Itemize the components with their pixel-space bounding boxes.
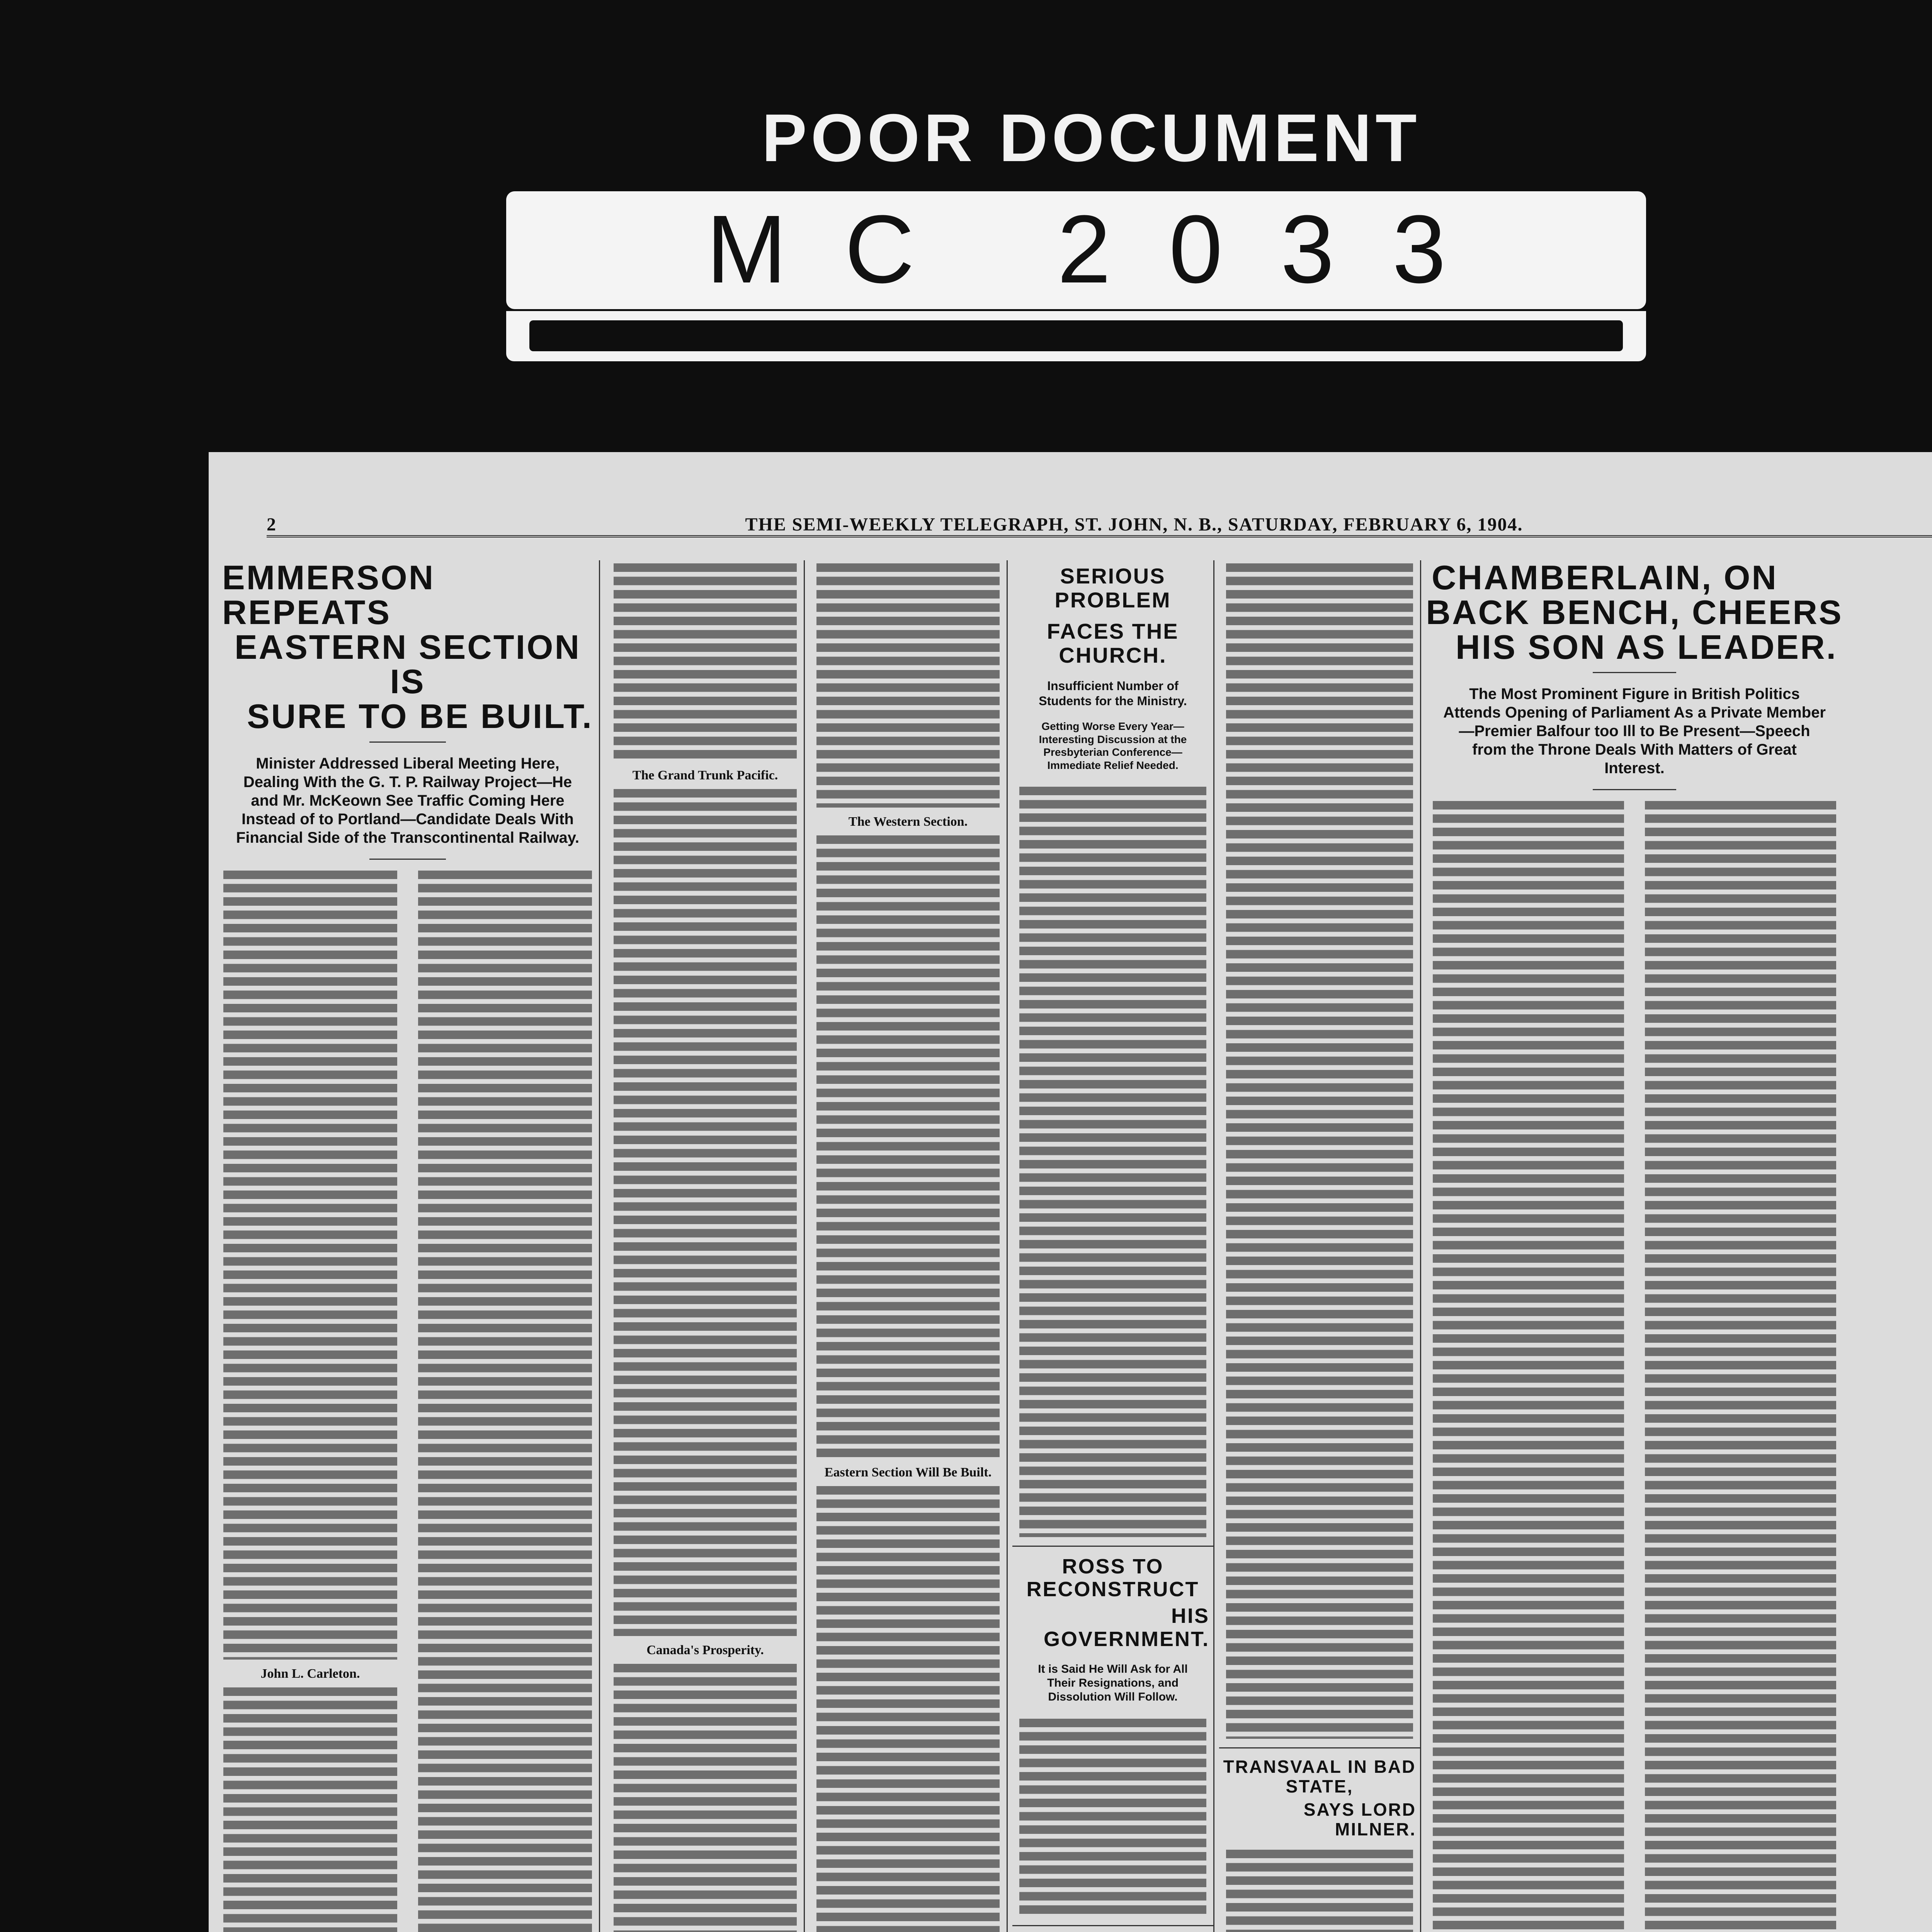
newspaper-page — [209, 452, 1932, 1932]
emmerson-body-columns — [216, 867, 599, 1932]
chamberlain-body-columns — [1426, 798, 1843, 1932]
serious-problem-body-text — [1019, 784, 1206, 1537]
emmerson-body-col-b — [411, 867, 599, 1932]
chamberlain-headline-line-2: BACK BENCH, CHEERS — [1426, 593, 1843, 631]
chamberlain-body-text — [1433, 798, 1624, 1932]
ross-deck: It is Said He Will Ask for All Their Resignations, and Dissolution Will Follow. — [1038, 1663, 1188, 1704]
chamberlain-headline-line-1: CHAMBERLAIN, ON — [1432, 560, 1778, 597]
poor-document-label: POOR DOCUMENT — [762, 100, 1421, 176]
ross-body-text — [1019, 1716, 1206, 1917]
chamberlain-headline-line-3: HIS SON AS LEADER. — [1456, 628, 1837, 666]
western-subhead-western: The Western Section. — [848, 815, 968, 829]
newspaper-title: THE SEMI-WEEKLY TELEGRAPH, ST. JOHN, N. B., SATURDAY, FEBRUARY 6, 1904. — [745, 514, 1523, 535]
column-2 — [607, 560, 805, 1932]
chamberlain-body-text — [1645, 798, 1836, 1932]
emmerson-deck: Minister Addressed Liberal Meeting Here, Dealing With the G. T. P. Railway Project—He and Mr. McKeown See Traffic Coming Here Instead of to Portland—Candidate Deals With Financial Side of the Transcontinental Railway. — [236, 755, 580, 846]
separator — [1012, 1546, 1213, 1547]
column-5 — [1219, 560, 1421, 1932]
emmerson-body-text — [223, 867, 397, 1660]
western-body-text — [816, 832, 1000, 1458]
separator — [369, 742, 446, 743]
serious-problem-headline — [1012, 564, 1213, 667]
transvaal-headline-line-1: TRANSVAAL IN BAD STATE, — [1223, 1757, 1416, 1796]
emmerson-body-text — [418, 867, 592, 1932]
reel-strip — [506, 311, 1646, 361]
column-3 — [810, 560, 1008, 1932]
gtp-body-text — [614, 1661, 797, 1932]
reel-label-bar — [506, 191, 1646, 309]
western-body-text — [816, 560, 1000, 808]
reel-label: MC 2033 — [706, 195, 1504, 303]
emmerson-subhead-carleton: John L. Carleton. — [260, 1666, 360, 1681]
western-subhead-eastern: Eastern Section Will Be Built. — [824, 1465, 992, 1480]
column-6-7 — [1426, 560, 1843, 1932]
separator — [1219, 1747, 1420, 1748]
chamberlain-headline — [1426, 560, 1843, 664]
transvaal-body-text — [1226, 1847, 1413, 1932]
emmerson-headline-line-2: EASTERN SECTION IS — [234, 628, 581, 701]
column-5-body-text — [1226, 560, 1413, 1739]
separator — [1012, 1925, 1213, 1926]
emmerson-headline-line-3: SURE TO BE BUILT. — [247, 697, 593, 735]
page-number: 2 — [267, 514, 276, 535]
gtp-body-text — [614, 786, 797, 1636]
ross-headline-line-2: HIS GOVERNMENT. — [1043, 1604, 1209, 1651]
masthead — [267, 512, 1932, 537]
gtp-subhead-prosperity: Canada's Prosperity. — [646, 1643, 764, 1657]
serious-problem-headline-line-2: FACES THE CHURCH. — [1047, 619, 1179, 667]
column-1 — [216, 560, 600, 1932]
gtp-body-text — [614, 560, 797, 761]
separator — [1593, 789, 1676, 790]
separator — [1593, 672, 1676, 673]
serious-problem-deck-2: Getting Worse Every Year—Interesting Discussion at the Presbyterian Conference—Immediate Relief Needed. — [1039, 720, 1187, 771]
column-4 — [1012, 560, 1214, 1932]
transvaal-headline-line-2: SAYS LORD MILNER. — [1303, 1799, 1416, 1839]
chamberlain-deck: The Most Prominent Figure in British Politics Attends Opening of Parliament As a Private Member—Premier Balfour too Ill to Be Present—Speech from the Throne Deals With Matters of Great Interest. — [1443, 685, 1826, 777]
gtp-subhead-grand-trunk: The Grand Trunk Pacific. — [632, 768, 778, 782]
emmerson-headline — [216, 560, 599, 734]
western-body-text — [816, 1483, 1000, 1932]
serious-problem-deck-1: Insufficient Number of Students for the Ministry. — [1039, 679, 1187, 708]
serious-problem-headline-line-1: SERIOUS PROBLEM — [1054, 564, 1171, 612]
emmerson-body-col-a — [216, 867, 404, 1932]
emmerson-headline-line-1: EMMERSON REPEATS — [222, 560, 435, 631]
ross-headline-line-1: ROSS TO RECONSTRUCT — [1026, 1554, 1199, 1601]
separator — [369, 859, 446, 860]
emmerson-body-text — [223, 1684, 397, 1932]
